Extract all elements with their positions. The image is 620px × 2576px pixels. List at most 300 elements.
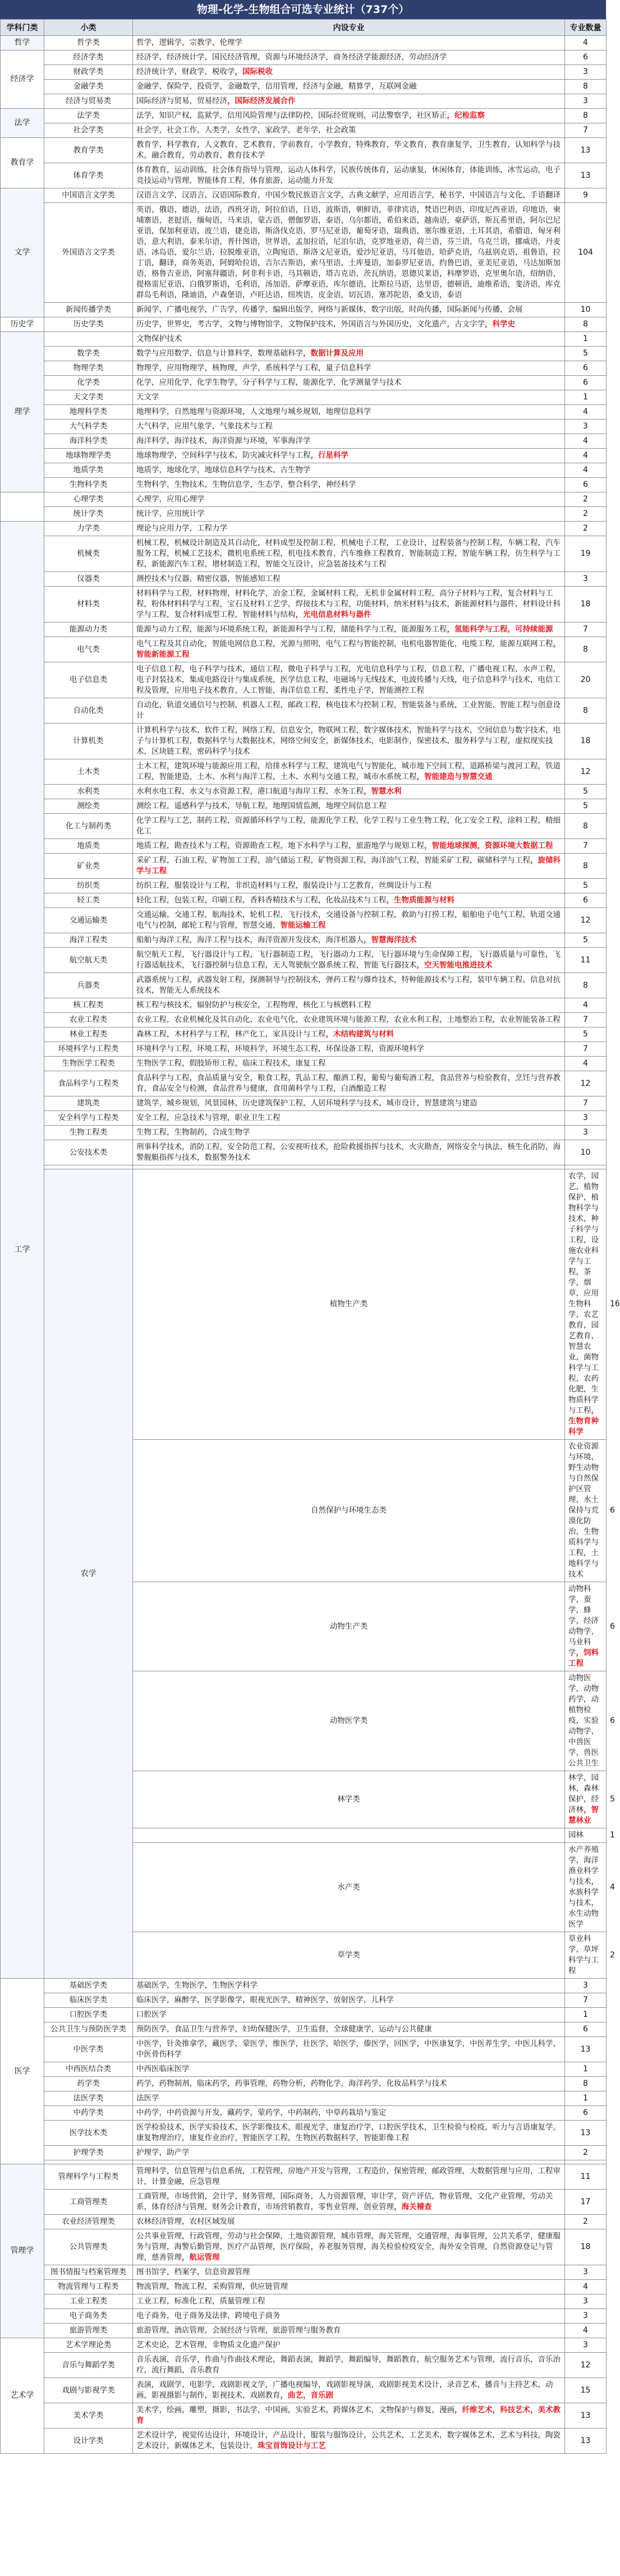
subclass-cell: 环境科学与工程类 (44, 1042, 133, 1057)
count-cell: 2 (565, 522, 607, 536)
count-cell: 10 (565, 1140, 607, 1165)
header-subclass: 小类 (44, 20, 133, 36)
table-row (1, 2091, 607, 2106)
majors-cell (133, 908, 565, 933)
count-cell: 3 (565, 1126, 607, 1140)
table-row (1, 2106, 607, 2121)
majors-text: 地质学，地球化学，地球信息科学与技术，古生物学 (136, 466, 311, 474)
majors-text: 中医学，针灸推拿学，藏医学，蒙医学，维医学，壮医学，哈医学，傣医学，回医学，中医康复学，中医养生学，中医儿科学，中医骨伤科学 (136, 2039, 561, 2059)
subclass-cell: 林业工程类 (44, 1027, 133, 1042)
subclass-cell: 航空航天类 (44, 948, 133, 973)
table-row (1, 998, 607, 1013)
subclass-cell: 金融学类 (44, 80, 133, 94)
subclass-cell: 动物医学类 (133, 1671, 565, 1771)
majors-text: 临床医学，麻醉学，医学影像学，眼视光医学，精神医学，放射医学，儿科学 (136, 1996, 394, 2004)
table-row (1, 376, 607, 390)
subclass-cell: 生物工程类 (44, 1126, 133, 1140)
table-row (1, 50, 607, 65)
subclass-cell: 中国语言文学类 (44, 188, 133, 203)
subclass-cell: 工业工程类 (44, 2294, 133, 2309)
count-cell: 18 (565, 587, 607, 623)
majors-cell (133, 623, 565, 637)
table-row: 自然保护与环境生态类 农业资源与环境，野生动物与自然保护区管理，水土保持与荒漠化防治，生物质科学与工程，土地科学与技术 6 (1, 1440, 607, 1582)
majors-cell (565, 1932, 607, 1979)
table-row (1, 390, 607, 405)
subclass-cell: 口腔医学类 (44, 2008, 133, 2022)
majors-cell (133, 973, 565, 998)
subclass-cell: 农业经济管理类 (44, 2215, 133, 2229)
new-majors-highlight: ，智能地球探测，资源环境大数据工程 (424, 841, 553, 850)
majors-cell (133, 2121, 565, 2146)
count-cell: 8 (565, 2077, 607, 2091)
majors-cell (133, 420, 565, 434)
new-majors-highlight: ，智慧水利 (364, 787, 402, 796)
subclass-cell: 生物医学工程类 (44, 1057, 133, 1071)
new-majors-highlight: ，数据计算及应用 (303, 349, 364, 358)
majors-text: 口腔医学 (136, 2010, 167, 2019)
table-row (1, 36, 607, 50)
majors-text: 草业科学，草坪科学与工程 (568, 1934, 599, 1975)
majors-text: 基础医学，生物医学，生物医学科学 (136, 1981, 258, 1990)
table-row (1, 1165, 607, 1169)
majors-cell (133, 36, 565, 50)
majors-cell (133, 662, 565, 698)
majors-text: 能源与动力工程，能源与环境系统工程，新能源科学与工程，储能科学与工程，能源服务工程 (136, 625, 447, 634)
subclass-cell: 植物生产类 (133, 1169, 565, 1440)
count-cell: 5 (565, 933, 607, 948)
table-row (1, 2008, 607, 2022)
majors-cell (133, 572, 565, 587)
majors-text: 工商管理，市场营销，会计学，财务管理，国际商务，人力资源管理，审计学，资产评估，物业管理，文化产业管理，劳动关系，体育经济与管理，财务会计教育，市场营销教育，零售业管理，创业管理 (136, 2192, 553, 2211)
table-row (1, 623, 607, 637)
subclass-cell: 土木类 (44, 759, 133, 785)
majors-cell (133, 492, 565, 507)
count-cell: 12 (565, 908, 607, 933)
subclass-cell: 机械类 (44, 536, 133, 572)
majors-cell (133, 2077, 565, 2091)
table-row (1, 65, 607, 80)
subclass-cell: 化工与制药类 (44, 814, 133, 839)
majors-text: 表演，戏剧学，电影学，戏剧影视文学，广播电视编导，戏剧影视导演，戏剧影视美术设计，录音艺术，播音与主持艺术，动画，影视摄影与制作，影视技术，戏剧教育 (136, 2380, 553, 2400)
majors-cell (133, 1057, 565, 1071)
count-cell: 8 (565, 698, 607, 724)
table-row (1, 1013, 607, 1027)
count-cell: 3 (565, 1979, 607, 1993)
majors-cell (133, 317, 565, 332)
majors-text: 医学检验技术，医学实验技术，医学影像技术，眼视光学，康复治疗学，口腔医学技术，卫生检验与检疫，听力与言语康复学，康复物理治疗，康复作业治疗，智能医学工程，生物医药数据科学，智能影像工程 (136, 2123, 561, 2142)
majors-text: 国际经济与贸易，贸易经济 (136, 96, 227, 105)
majors-text: 采矿工程，石油工程，矿物加工工程，油气储运工程，矿物资源工程，海洋油气工程，智能采矿工程，碳储科学与工程 (136, 856, 530, 865)
table-row (1, 1979, 607, 1993)
majors-cell (133, 2091, 565, 2106)
subclass-cell: 新闻传播学类 (44, 303, 133, 317)
count-cell: 2 (565, 507, 607, 522)
majors-text: 计算机科学与技术，软件工程，网络工程，信息安全，物联网工程，数字媒体技术，智能科学与技术，空间信息与数字技术，电子与计算机工程，数据科学与大数据技术，网络空间安全，新媒体技术，电影制作，保密技术，服务科学与工程，虚拟现实技术，区块链工程，密码科学与技术 (136, 726, 561, 756)
majors-cell (133, 109, 565, 123)
majors-text: 园林 (568, 1831, 584, 1840)
table-row (1, 724, 607, 759)
subclass-cell: 兵器类 (44, 973, 133, 998)
table-row (1, 138, 607, 163)
majors-cell (133, 50, 565, 65)
majors-text: 工业工程，标准化工程，质量管理工程 (136, 2297, 265, 2306)
table-row (1, 879, 607, 893)
count-cell: 9 (565, 188, 607, 203)
majors-text: 物流管理，物流工程，采购管理，供应链管理 (136, 2282, 288, 2291)
table-row: 林学类 林学，园林，森林保护，经济林，智慧林业 5 (1, 1771, 607, 1828)
majors-text: 管理科学，信息管理与信息系统，工程管理，房地产开发与管理，工程造价，保密管理，邮政管理，大数据管理与应用，工程审计，计算金融，应急管理 (136, 2167, 561, 2186)
table-row (1, 1042, 607, 1057)
subclass-cell: 电子信息类 (44, 662, 133, 698)
table-row (1, 2338, 607, 2353)
table-row (1, 839, 607, 854)
count-cell: 7 (565, 839, 607, 854)
discipline-cell: 工学 (1, 522, 44, 1979)
discipline-cell: 管理学 (1, 2164, 44, 2338)
majors-text: 经济统计学，财政学，税收学 (136, 67, 235, 76)
majors-cell (133, 893, 565, 908)
majors-text: 历史学，世界史，考古学，文物与博物馆学，文物保护技术，外国语言与外国历史，文化遗产，古文字学 (136, 320, 485, 329)
subclass-cell: 电气类 (44, 637, 133, 662)
majors-cell (133, 814, 565, 839)
count-cell: 5 (565, 1027, 607, 1042)
count-cell: 6 (565, 361, 607, 376)
count-cell: 1 (565, 2062, 607, 2077)
majors-cell (133, 361, 565, 376)
majors-cell (133, 998, 565, 1013)
majors-cell (133, 347, 565, 361)
majors-cell (133, 2265, 565, 2280)
subclass-cell: 经济学类 (44, 50, 133, 65)
subclass-cell: 天文学类 (44, 390, 133, 405)
majors-text: 刑事科学技术，消防工程，安全防范工程，公安视听技术，抢险救援指挥与技术，火灾勘查，网络安全与执法，核生化消防，海警舰艇指挥与技术，数据警务技术 (136, 1142, 561, 1162)
majors-text: 中药学，中药资源与开发，藏药学，蒙药学，中药制药，中草药栽培与鉴定 (136, 2108, 387, 2117)
count-cell: 1 (565, 2008, 607, 2022)
subclass-cell: 体育学类 (44, 163, 133, 188)
majors-cell (133, 2294, 565, 2309)
subclass-cell: 水产类 (133, 1843, 565, 1932)
discipline-cell: 经济学 (1, 50, 44, 109)
table-row (1, 973, 607, 998)
count-cell: 10 (565, 303, 607, 317)
subclass-cell (44, 2160, 133, 2164)
table-row (1, 2403, 607, 2428)
majors-cell (133, 1071, 565, 1096)
majors-cell (133, 2146, 565, 2160)
subclass-cell: 经济与贸易类 (44, 94, 133, 109)
new-majors-highlight: ，木结构建筑与材料 (325, 1030, 394, 1039)
count-cell: 1 (565, 2091, 607, 2106)
table-row (1, 347, 607, 361)
majors-cell (133, 332, 565, 347)
majors-text: 轻化工程，包装工程，印刷工程，香料香精技术与工程，化妆品技术与工程 (136, 896, 387, 905)
discipline-cell (44, 1165, 133, 1169)
count-cell: 4 (565, 2280, 607, 2294)
count-cell: 7 (565, 1096, 607, 1111)
majors-cell (565, 1671, 607, 1771)
subclass-cell: 生物科学类 (44, 478, 133, 492)
table-row (1, 317, 607, 332)
count-cell: 4 (565, 1057, 607, 1071)
count-cell: 17 (565, 2190, 607, 2215)
table-row (1, 698, 607, 724)
subclass-cell: 法医学类 (44, 2091, 133, 2106)
majors-text: 教育学，科学教育，人文教育，艺术教育，学前教育，小学教育，特殊教育，华文教育，教育康复学，卫生教育，认知科学与技术，融合教育，劳动教育，教育技术学 (136, 140, 561, 160)
majors-text: 农业工程，农业机械化及其自动化，农业电气化，农业建筑环境与能源工程，农业水利工程，土地整治工程，农业智能装备工程 (136, 1015, 561, 1024)
new-majors-highlight: ，科学史 (485, 320, 515, 329)
majors-text: 动物科学，蚕学，蜂学，经济动物学，马业科学 (568, 1584, 599, 1657)
header-majors: 内设专业 (133, 20, 565, 36)
majors-text: 测绘工程，遥感科学与技术，导航工程，地理国情监测，地理空间信息工程 (136, 801, 387, 810)
count-cell: 3 (565, 65, 607, 80)
count-cell: 2 (565, 2215, 607, 2229)
majors-text: 林学，园林，森林保护，经济林 (568, 1773, 599, 1814)
majors-cell (133, 2378, 565, 2403)
count-cell: 15 (565, 2378, 607, 2403)
majors-cell (133, 2164, 565, 2190)
majors-cell (133, 2324, 565, 2338)
majors-text: 材料科学与工程，材料物理，材料化学，冶金工程，金属材料工程，无机非金属材料工程，高分子材料与工程，复合材料与工程，粉体材料科学与工程，宝石及材料工艺学，焊接技术与工程，功能材料，纳米材料与技术，新能源材料与器件，材料设计科学与工程，复合材料成型工程，智能材料与结构 (136, 589, 561, 619)
table-row: 草学类 草业科学，草坪科学与工程 2 (1, 1932, 607, 1979)
header-discipline: 学科门类 (1, 20, 44, 36)
count-cell: 6 (565, 50, 607, 65)
discipline-cell: 哲学 (1, 36, 44, 50)
table-row (1, 1140, 607, 1165)
majors-text: 地球物理学，空间科学与技术，防灾减灾科学与工程 (136, 451, 311, 460)
discipline-cell: 文学 (1, 188, 44, 317)
count-cell: 18 (565, 724, 607, 759)
subclass-cell: 安全科学与工程类 (44, 1111, 133, 1126)
majors-cell (133, 759, 565, 785)
subclass-cell: 社会学类 (44, 123, 133, 138)
count-cell: 12 (565, 759, 607, 785)
table-row (1, 2428, 607, 2454)
count-cell: 12 (565, 1071, 607, 1096)
table-row (1, 1126, 607, 1140)
subclass-cell: 仪器类 (44, 572, 133, 587)
majors-text: 心理学，应用心理学 (136, 495, 205, 504)
majors-cell (133, 463, 565, 478)
table-row (1, 2022, 607, 2037)
majors-cell (133, 1993, 565, 2008)
table-row (1, 109, 607, 123)
table-row (1, 2037, 607, 2062)
majors-text: 电子商务，电子商务及法律，跨境电子商务 (136, 2311, 281, 2320)
majors-cell (133, 390, 565, 405)
majors-cell (133, 799, 565, 814)
majors-cell (133, 1042, 565, 1057)
count-cell: 4 (565, 434, 607, 449)
majors-cell (133, 376, 565, 390)
table-row (1, 2146, 607, 2160)
majors-cell (133, 2160, 565, 2164)
table-row (1, 1096, 607, 1111)
table-row (1, 1111, 607, 1126)
majors-cell (133, 65, 565, 80)
majors-text: 化学，应用化学，化学生物学，分子科学与工程，能源化学，化学测量学与技术 (136, 378, 402, 387)
table-row (1, 2265, 607, 2280)
new-majors-highlight: ，氢能科学与工程，可持续能源 (447, 625, 553, 634)
majors-text: 安全工程，应急技术与管理，职业卫生工程 (136, 1113, 281, 1122)
header-count: 专业数量 (565, 20, 607, 36)
subclass-cell: 公安技术类 (44, 1140, 133, 1165)
count-cell: 18 (565, 2229, 607, 2265)
subclass-cell: 教育学类 (44, 138, 133, 163)
majors-cell (133, 434, 565, 449)
new-majors-highlight: ，航运管理 (182, 2253, 220, 2262)
majors-text: 武器系统与工程，武器发射工程，探测制导与控制技术，弹药工程与爆炸技术，特种能源技术与工程，装甲车辆工程，信息对抗技术，智能无人系统技术 (136, 975, 561, 995)
majors-text: 电子信息工程，电子科学与技术，通信工程，微电子科学与工程，光电信息科学与工程，信息工程，广播电视工程，水声工程，电子封装技术，集成电路设计与集成系统，医学信息工程，电磁场与无线技术，电波传播与天线，电子信息科学与技术，电信工程及管理，应用电子技术教育，人工智能，海洋信息工程，柔性电子学，智能测控工程 (136, 665, 561, 695)
majors-cell (133, 536, 565, 572)
subclass-cell: 设计学类 (44, 2428, 133, 2454)
new-majors-highlight: ，旋储科学与工程 (136, 856, 561, 875)
majors-cell (133, 303, 565, 317)
majors-text: 数学与应用数学，信息与计算科学，数理基础科学 (136, 349, 303, 358)
majors-table (0, 19, 620, 2454)
majors-text: 图书馆学，档案学，信息资源管理 (136, 2268, 250, 2277)
discipline-cell (1, 492, 44, 522)
majors-cell (133, 1013, 565, 1027)
new-majors-highlight: 珠宝首饰设计与工艺 (258, 2441, 326, 2450)
majors-cell (133, 478, 565, 492)
discipline-cell: 理学 (1, 332, 44, 492)
subclass-cell: 护理学类 (44, 2146, 133, 2160)
table-row (1, 1993, 607, 2008)
majors-cell (133, 1096, 565, 1111)
table-row (1, 1071, 607, 1096)
majors-text: 测控技术与仪器，精密仪器，智能感知工程 (136, 574, 281, 583)
subclass-cell: 能源动力类 (44, 623, 133, 637)
count-cell: 5 (565, 799, 607, 814)
table-body (1, 36, 620, 2454)
table-row (1, 303, 607, 317)
discipline-cell: 教育学 (1, 138, 44, 188)
table-row (1, 203, 607, 303)
majors-text: 食品科学与工程，食品质量与安全，粮食工程，乳品工程，酿酒工程，葡萄与葡萄酒工程，食品营养与检验教育，烹饪与营养教育，食品安全与检测，食品营养与健康，食用菌科学与工程，白酒酿造工程 (136, 1073, 561, 1093)
subclass-cell: 水利类 (44, 785, 133, 799)
majors-text: 中西医临床医学 (136, 2065, 190, 2073)
subclass-cell: 计算机类 (44, 724, 133, 759)
count-cell: 20 (565, 662, 607, 698)
count-cell: 8 (565, 814, 607, 839)
subclass-cell: 林学类 (133, 1771, 565, 1828)
new-majors-highlight: ，光电信息材料与器件 (295, 610, 371, 619)
subclass-cell: 食品科学与工程类 (44, 1071, 133, 1096)
majors-text: 物理学，应用物理学，核物理，声学，系统科学与工程，量子信息科学 (136, 363, 371, 372)
subclass-cell: 海洋科学类 (44, 434, 133, 449)
majors-cell (133, 163, 565, 188)
count-cell: 11 (565, 948, 607, 973)
count-cell (565, 2160, 607, 2164)
count-cell: 13 (565, 163, 607, 188)
count-cell: 19 (565, 536, 607, 572)
count-cell: 8 (565, 854, 607, 879)
count-cell: 4 (565, 2324, 607, 2338)
subclass-cell: 核工程类 (44, 998, 133, 1013)
subclass-cell: 艺术学理论类 (44, 2338, 133, 2353)
table-row (1, 1027, 607, 1042)
subclass-cell: 材料类 (44, 587, 133, 623)
majors-text: 药学，药物制剂，临床药学，药事管理，药物分析，药物化学，海洋药学，化妆品科学与技术 (136, 2079, 447, 2088)
majors-text: 生物科学，生物技术，生物信息学，生态学，整合科学，神经科学 (136, 480, 356, 489)
table-row (1, 799, 607, 814)
majors-cell (133, 1126, 565, 1140)
new-majors-highlight: ，海关稽查 (394, 2202, 432, 2211)
majors-text: 森林工程，木材科学与工程，林产化工，家具设计与工程 (136, 1030, 326, 1039)
table-row (1, 2062, 607, 2077)
majors-text: 统计学，应用统计学 (136, 509, 205, 518)
majors-text: 海洋科学，海洋技术，海洋资源与环境，军事海洋学 (136, 436, 311, 445)
count-cell: 5 (565, 347, 607, 361)
table-row: 水产类 水产养殖学，海洋渔业科学与技术，水族科学与技术，水生动物医学 4 (1, 1843, 607, 1932)
discipline-cell: 艺术学 (1, 2338, 44, 2454)
subclass-cell: 旅游管理类 (44, 2324, 133, 2338)
majors-text: 核工程与核技术，辐射防护与核安全，工程物理，核化工与核燃料工程 (136, 1001, 371, 1010)
count-cell: 13 (565, 138, 607, 163)
table-row (1, 2294, 607, 2309)
majors-text: 农学，园艺，植物保护，植物科学与技术，种子科学与工程，设施农业科学与工程，茶学，烟草，应用生物科学，农艺教育，园艺教育，智慧农业，菌物科学与工程，农药化肥，生物质科学与工程 (568, 1172, 599, 1415)
table-row (1, 759, 607, 785)
subclass-cell (133, 1165, 565, 1169)
page-title: 物理-化学-生物组合可选专业统计（737个） (0, 0, 606, 19)
subclass-cell: 外国语言文学类 (44, 203, 133, 303)
majors-text: 农业资源与环境，野生动物与自然保护区管理，水土保持与荒漠化防治，生物质科学与工程，土地科学与技术 (568, 1442, 599, 1579)
table-row (1, 449, 607, 463)
discipline-cell: 医学 (1, 1979, 44, 2164)
discipline-cell: 农学 (44, 1169, 133, 1979)
majors-cell (133, 2280, 565, 2294)
subclass-cell: 自动化类 (44, 698, 133, 724)
subclass-cell: 动物生产类 (133, 1582, 565, 1671)
table-row (1, 2353, 607, 2378)
majors-cell (133, 123, 565, 138)
count-cell: 5 (565, 785, 607, 799)
majors-text: 动物医学，动物药学，动植物检疫，实验动物学，中兽医学，兽医公共卫生 (568, 1674, 599, 1768)
majors-cell (133, 1140, 565, 1165)
count-cell: 2 (565, 492, 607, 507)
majors-cell (133, 587, 565, 623)
table-row (1, 908, 607, 933)
majors-cell (133, 2106, 565, 2121)
table-row (1, 332, 607, 347)
majors-text: 水产养殖学，海洋渔业科学与技术，水族科学与技术，水生动物医学 (568, 1845, 599, 1929)
new-majors-highlight: ，生物育种科学 (568, 1406, 599, 1436)
table-row (1, 123, 607, 138)
majors-text: 水利水电工程，水文与水资源工程，港口航道与海岸工程，水务工程 (136, 787, 364, 796)
new-majors-highlight: ，行星科学 (310, 451, 348, 460)
table-row (1, 2215, 607, 2229)
majors-text: 公共事业管理，行政管理，劳动与社会保障，土地资源管理，城市管理，海关管理，交通管理，海事管理，公共关系学，健康服务与管理，海警后勤管理，医疗产品管理，医疗保险，养老服务管理，海关检验检疫安全，海外安全管理，自然资源登记与管理，慈善管理 (136, 2232, 561, 2262)
majors-cell (133, 2229, 565, 2265)
subclass-cell: 纺织类 (44, 879, 133, 893)
new-majors-highlight: ，生物质能源与材料 (386, 896, 454, 905)
majors-text: 理论与应用力学，工程力学 (136, 524, 227, 533)
table-row (1, 785, 607, 799)
majors-cell (133, 2403, 565, 2428)
majors-text: 法学，知识产权，监狱学，信用风险管理与法律防控，国际经贸规则，司法警察学，社区矫正 (136, 111, 447, 120)
table-row (1, 893, 607, 908)
table-row (1, 637, 607, 662)
subclass-cell: 数学类 (44, 347, 133, 361)
count-cell: 5 (565, 879, 607, 893)
count-cell: 8 (565, 80, 607, 94)
count-cell: 7 (565, 1013, 607, 1027)
subclass-cell: 地球物理学类 (44, 449, 133, 463)
majors-cell (133, 785, 565, 799)
subclass-cell: 力学类 (44, 522, 133, 536)
count-cell: 7 (565, 123, 607, 138)
majors-cell (133, 94, 565, 109)
